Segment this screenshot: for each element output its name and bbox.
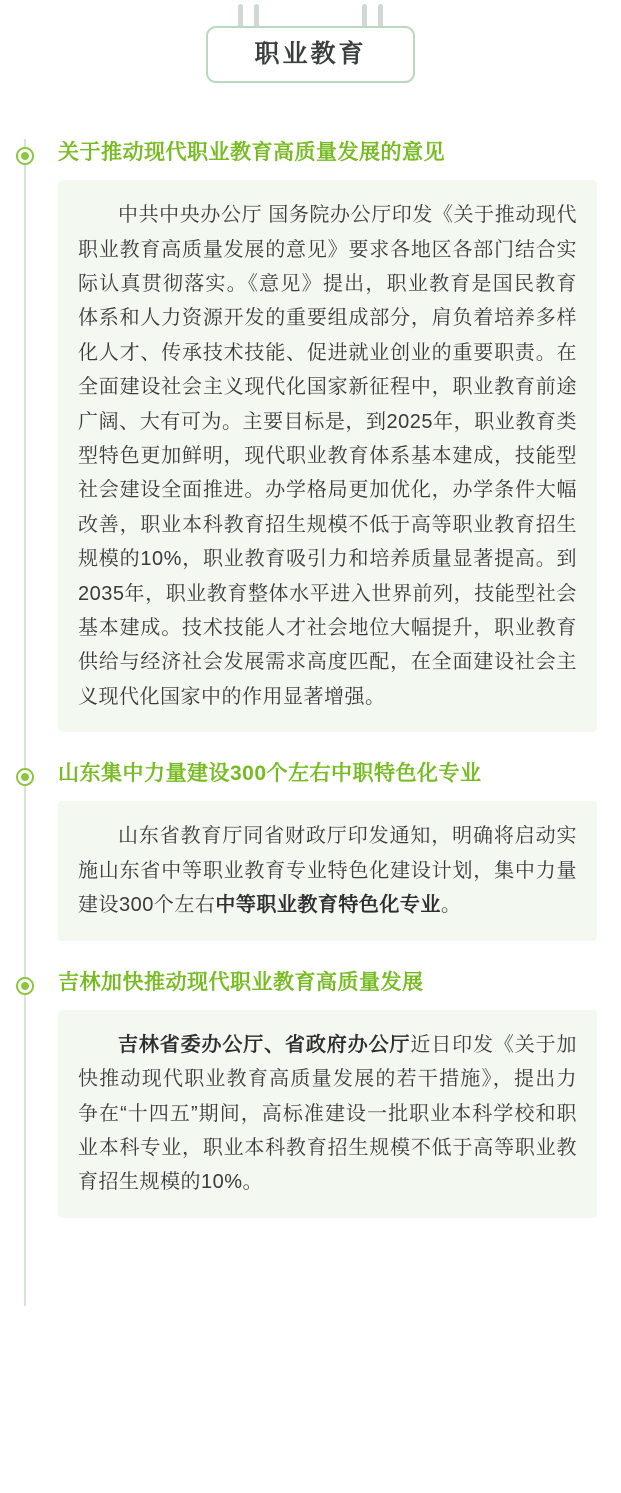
body-emphasis: 中等职业教育特色化专业 [215, 894, 441, 917]
section-badge [206, 26, 414, 83]
body-text: 山东省教育厅同省财政厅印发通知，明确将启动实施山东省中等职业教育专业特色化建设计划，集中力量建设300个左右 [78, 825, 577, 917]
section-card [58, 801, 597, 940]
section-title: 吉林加快推动现代职业教育高质量发展 [58, 970, 424, 994]
sections-container [0, 139, 621, 1218]
timeline-bullet-icon [16, 977, 34, 995]
body-text: 中共中央办公厅 国务院办公厅印发《关于推动现代职业教育高质量发展的意见》要求各地区各部门结合实际认真贯彻落实。《意见》提出，职业教育是国民教育体系和人力资源开发的重要组成部分，肩负着培养多样化人才、传承技术技能、促进就业创业的重要职责。在全面建设社会主义现代化国家新征程中，职业教育前途广阔、大有可为。主要目标是，到2025年，职业教育类型特色更加鲜明，现代职业教育体系基本建成，技能型社会建设全面推进。办学格局更加优化，办学条件大幅改善，职业本科教育招生规模不低于高等职业教育招生规模的10%，职业教育吸引力和培养质量显著提高。到2035年，职业教育整体水平进入世界前列，技能型社会基本建成。技术技能人才社会地位大幅提升，职业教育供给与经济社会发展需求高度匹配，在全面建设社会主义现代化国家中的作用显著增强。 [78, 204, 577, 708]
body-emphasis: 吉林省委办公厅、省政府办公厅 [118, 1033, 411, 1056]
body-text: 近日印发《关于加快推动现代职业教育高质量发展的若干措施》，提出力争在“十四五”期间，高标准建设一批职业本科学校和职业本科专业，职业本科教育招生规模不低于高等职业教育招生规模的10%。 [78, 1033, 578, 1194]
section-body [78, 819, 577, 922]
section-body [78, 198, 577, 714]
section-card [58, 180, 597, 732]
news-section [0, 760, 621, 940]
page-header [0, 0, 621, 83]
timeline-bullet-icon [16, 147, 34, 165]
section-card [58, 1010, 597, 1218]
section-title: 山东集中力量建设300个左右中职特色化专业 [58, 762, 482, 786]
body-text: 。 [440, 894, 462, 917]
badge-label: 职业教育 [254, 40, 367, 68]
news-section [0, 139, 621, 732]
badge-wrapper [206, 26, 414, 83]
timeline [0, 139, 621, 1306]
section-title: 关于推动现代职业教育高质量发展的意见 [58, 141, 445, 164]
timeline-bullet-icon [16, 768, 34, 786]
news-section [0, 969, 621, 1218]
section-body [78, 1028, 577, 1200]
